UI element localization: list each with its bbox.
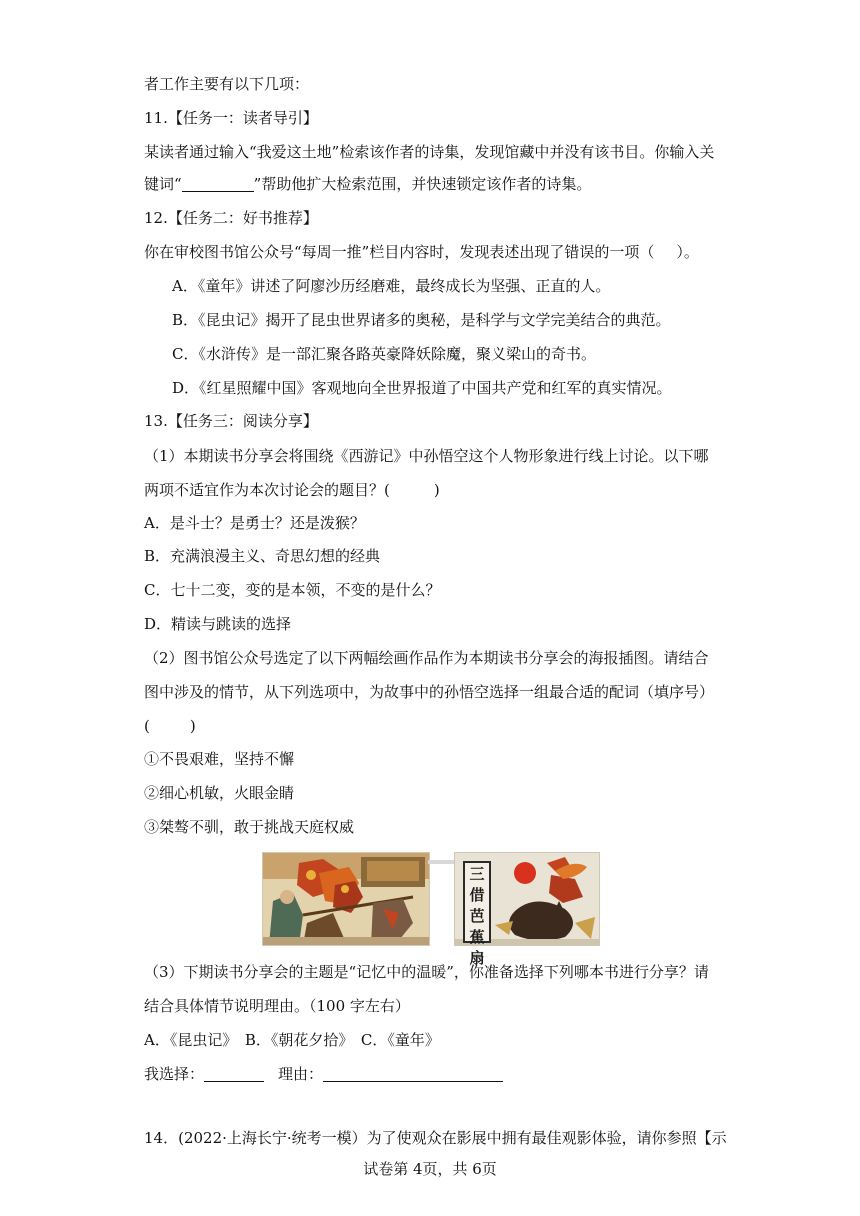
option-a: A．是斗士？是勇士？还是泼猴？ (144, 514, 365, 532)
question-13-heading: 13.【任务三：阅读分享】 (144, 412, 318, 430)
option-b: B．《昆虫记》揭开了昆虫世界诸多的奥秘，是科学与文学完美结合的典范。 (172, 311, 671, 329)
text-line (144, 480, 440, 500)
text-line: 某读者通过输入“我爱这土地”检索该作者的诗集，发现馆藏中并没有该书目。你输入关 (144, 143, 715, 161)
choice-label: 我选择： (144, 1065, 205, 1083)
illustration-havoc-in-heaven (262, 852, 430, 946)
choice-3: ③桀骜不驯，敢于挑战天庭权威 (144, 818, 355, 836)
question-12-heading: 12.【任务二：好书推荐】 (144, 209, 318, 227)
illustration-palm-leaf-fan (454, 852, 600, 967)
text-line: （3）下期读书分享会的主题是“记忆中的温暖”，你准备选择下列哪本书进行分享？请 (144, 963, 709, 981)
text-line: 图中涉及的情节，从下列选项中，为故事中的孙悟空选择一组最合适的配词（填序号） (144, 683, 715, 701)
text-fragment: 键词“ (144, 175, 182, 193)
title-char: 芭 (469, 907, 485, 925)
divider (428, 860, 454, 864)
answer-blank[interactable] (182, 175, 254, 192)
text-line (144, 242, 699, 262)
text-line: （2）图书馆公众号选定了以下两幅绘画作品作为本期读书分享会的海报插图。请结合 (144, 649, 709, 667)
title-char: 借 (469, 886, 485, 904)
text-line: （1）本期读书分享会将围绕《西游记》中孙悟空这个人物形象进行线上讨论。以下哪 (144, 447, 709, 465)
choice-1: ①不畏艰难，坚持不懈 (144, 750, 295, 768)
choice-2: ②细心机敏，火眼金睛 (144, 784, 295, 802)
text-fragment: ( (144, 717, 150, 735)
choice-blank[interactable] (204, 1065, 264, 1082)
option-d: D．精读与跳读的选择 (144, 615, 292, 633)
illustration-artwork (263, 853, 429, 945)
text-line: 者工作主要有以下几项： (144, 75, 310, 93)
option-b: B．充满浪漫主义、奇思幻想的经典 (144, 547, 381, 565)
vertical-title (463, 861, 491, 967)
question-11-heading: 11.【任务一：读者导引】 (144, 109, 318, 127)
question-14-heading: 14．(2022·上海长宁·统考一模）为了使观众在影展中拥有最佳观影体验，请你参照【示 (144, 1129, 727, 1147)
text-fragment: 你在审校图书馆公众号“每周一推”栏目内容时，发现表述出现了错误的一项（ (144, 243, 655, 261)
title-char: 扇 (469, 949, 485, 967)
text-fragment: ) (433, 481, 440, 499)
text-fragment: 两项不适宜作为本次讨论会的题目？( (144, 481, 390, 499)
option-a: A．《童年》讲述了阿廖沙历经磨难，最终成长为坚强、正直的人。 (172, 277, 611, 295)
poster-illustrations (262, 852, 598, 967)
text-fragment: ）。 (676, 243, 699, 261)
text-line (144, 1064, 503, 1084)
option-c: C．七十二变，变的是本领，不变的是什么？ (144, 581, 441, 599)
option-d: D．《红星照耀中国》客观地向全世界报道了中国共产党和红军的真实情况。 (172, 379, 672, 397)
text-line (144, 716, 196, 736)
text-fragment: ”帮助他扩大检索范围，并快速锁定该作者的诗集。 (253, 175, 592, 193)
book-options: A．《昆虫记》 B．《朝花夕拾》 C．《童年》 (144, 1031, 440, 1049)
reason-blank[interactable] (323, 1065, 503, 1082)
text-line: 结合具体情节说明理由。（100 字左右） (144, 997, 410, 1015)
page-footer: 试卷第 4页，共 6页 (363, 1160, 497, 1178)
reason-label: 理由： (278, 1065, 324, 1083)
text-fragment: ) (189, 717, 196, 735)
text-line (144, 174, 591, 194)
title-char: 三 (469, 865, 485, 883)
option-c: C．《水浒传》是一部汇聚各路英豪降妖除魔，聚义梁山的奇书。 (172, 345, 596, 363)
title-char: 蕉 (469, 928, 485, 946)
